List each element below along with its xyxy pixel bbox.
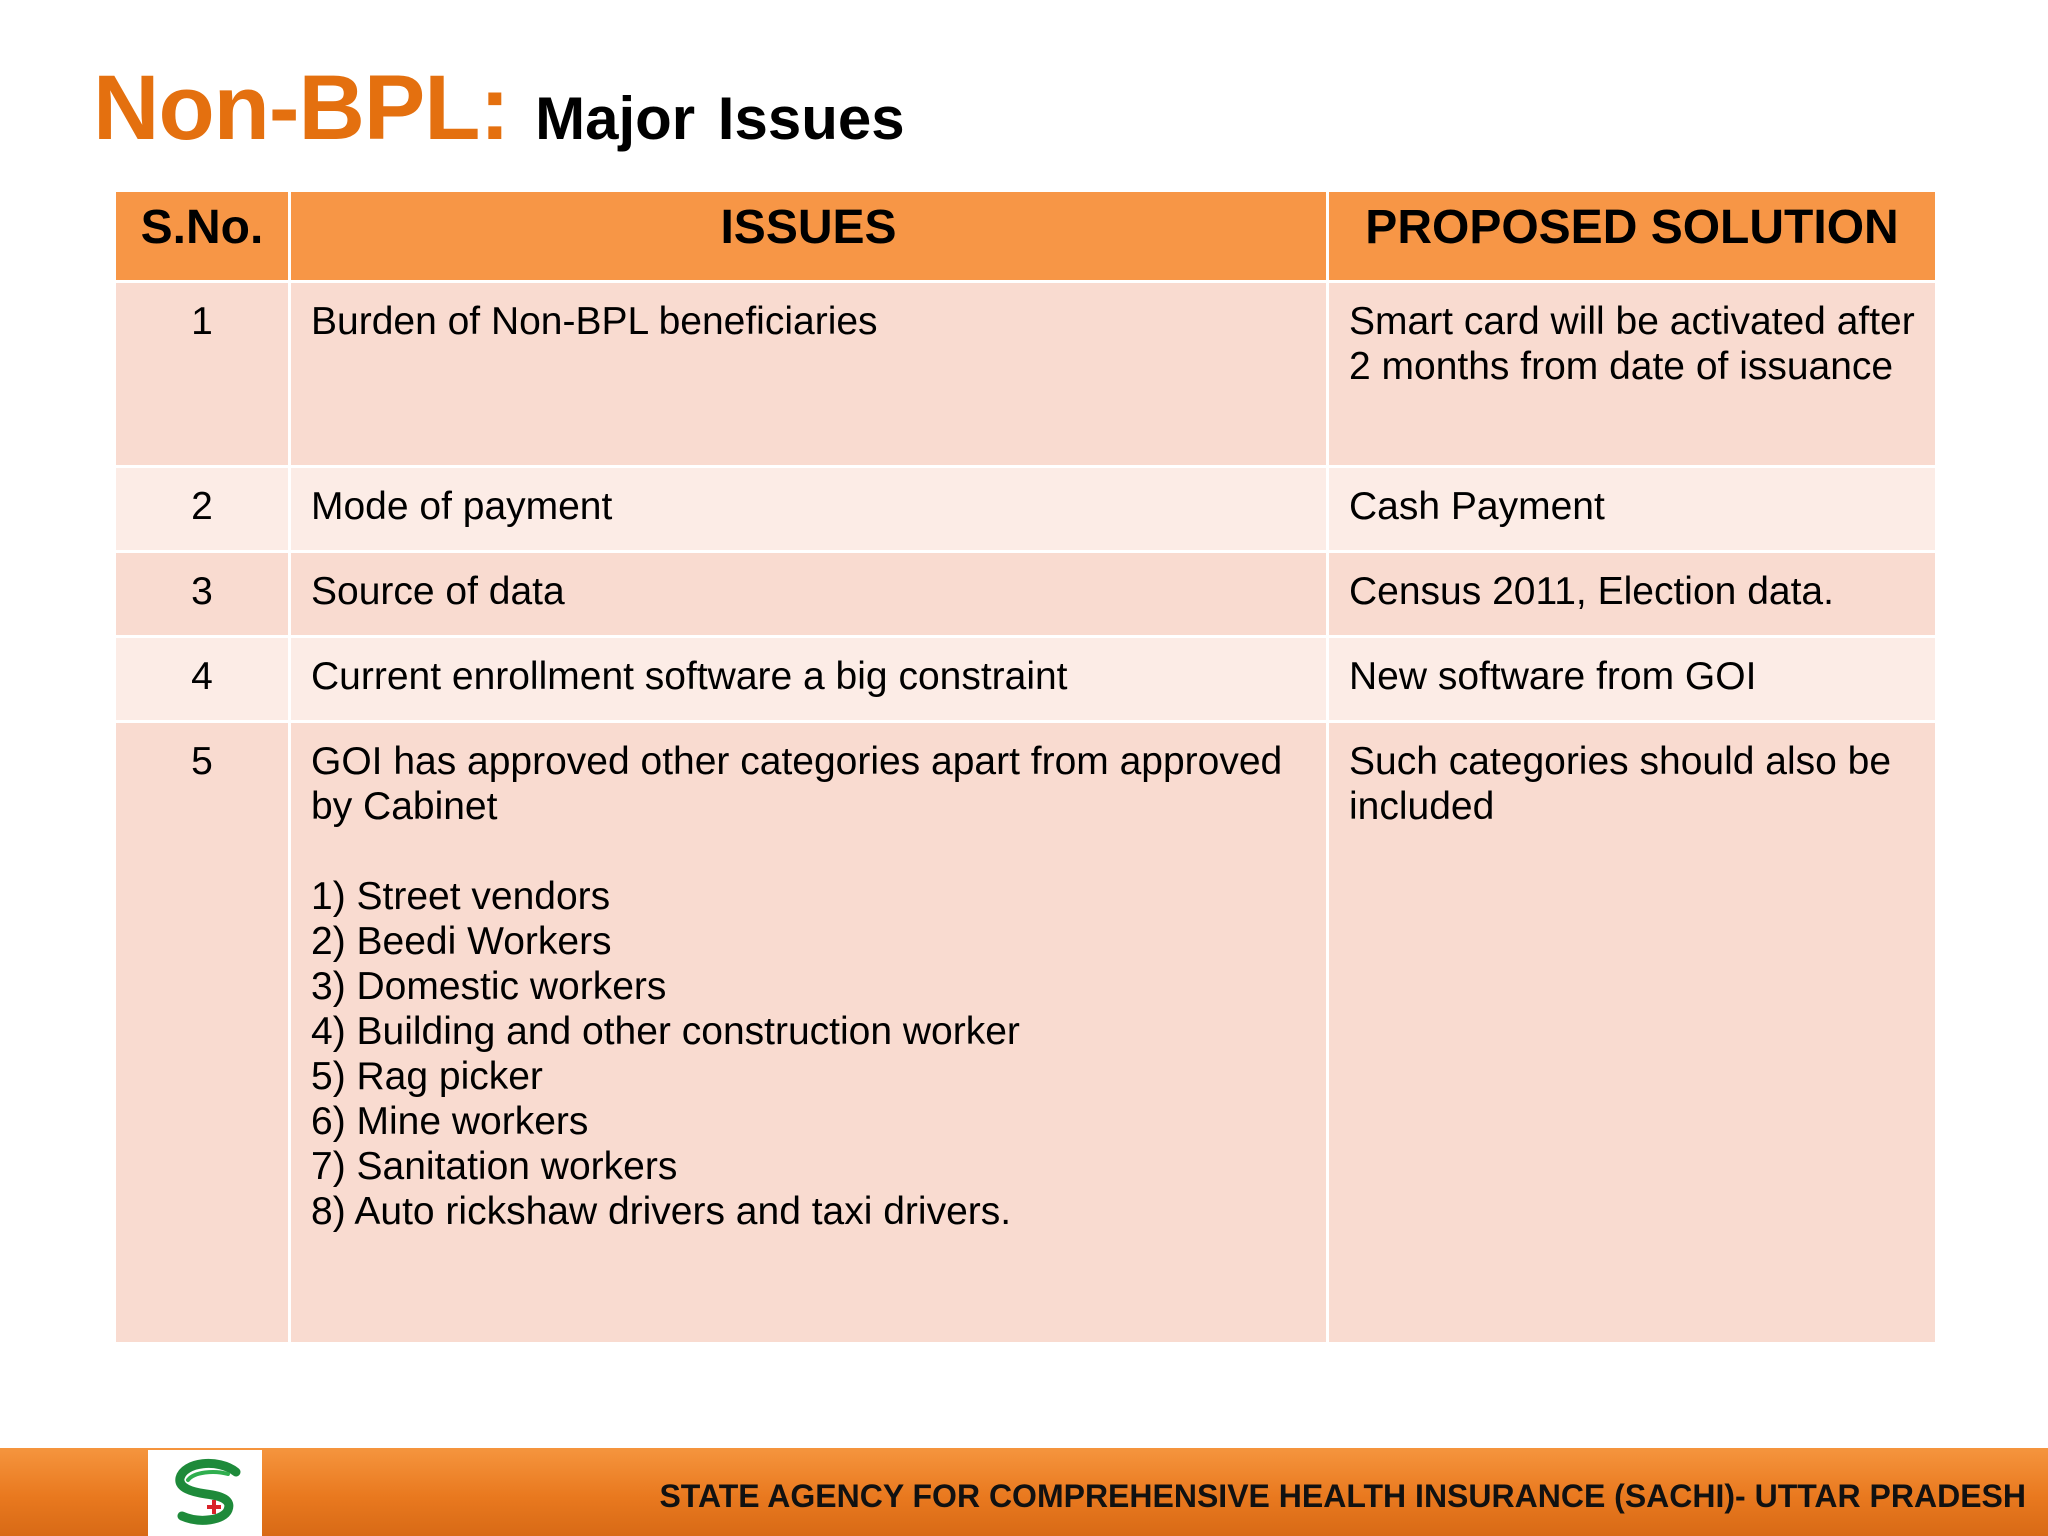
sachi-logo-icon-graphic xyxy=(148,1450,262,1536)
row-solution: New software from GOI xyxy=(1328,637,1937,722)
category-list xyxy=(311,874,1306,1234)
table-row xyxy=(115,552,1937,637)
row-issue: Current enrollment software a big constraint xyxy=(290,637,1328,722)
row-issue: Burden of Non-BPL beneficiaries xyxy=(290,282,1328,467)
header-sno: S.No. xyxy=(115,191,290,282)
title-accent: Non-BPL: xyxy=(93,57,510,159)
sachi-logo-icon xyxy=(148,1450,262,1536)
row-sno: 2 xyxy=(115,467,290,552)
table-row xyxy=(115,282,1937,467)
table-row xyxy=(115,637,1937,722)
list-item: 2) Beedi Workers xyxy=(311,920,612,963)
list-item: 5) Rag picker xyxy=(311,1055,543,1098)
list-item: 6) Mine workers xyxy=(311,1100,589,1143)
row-issue: GOI has approved other categories apart from approved by Cabinet xyxy=(311,740,1283,828)
header-issues: ISSUES xyxy=(290,191,1328,282)
title-rest: Major Issues xyxy=(535,85,905,152)
row-issue-cell xyxy=(290,722,1328,1344)
list-item: 4) Building and other construction worker xyxy=(311,1010,1020,1053)
row-solution: Cash Payment xyxy=(1328,467,1937,552)
spacer xyxy=(311,829,1306,874)
row-solution: Smart card will be activated after 2 months from date of issuance xyxy=(1328,282,1937,467)
slide-title xyxy=(93,57,905,159)
footer-agency-text: STATE AGENCY FOR COMPREHENSIVE HEALTH INSURANCE (SACHI)- UTTAR PRADESH xyxy=(659,1478,2026,1514)
row-issue: Mode of payment xyxy=(290,467,1328,552)
list-item: 1) Street vendors xyxy=(311,875,611,918)
row-sno: 3 xyxy=(115,552,290,637)
row-sno: 1 xyxy=(115,282,290,467)
table-row xyxy=(115,722,1937,1344)
list-item: 7) Sanitation workers xyxy=(311,1145,678,1188)
table-row xyxy=(115,467,1937,552)
list-item: 8) Auto rickshaw drivers and taxi drivers. xyxy=(311,1190,1012,1233)
row-sno: 4 xyxy=(115,637,290,722)
header-solution: PROPOSED SOLUTION xyxy=(1328,191,1937,282)
issues-table xyxy=(113,189,1938,1345)
row-sno: 5 xyxy=(115,722,290,1344)
row-solution: Such categories should also be included xyxy=(1328,722,1937,1344)
list-item: 3) Domestic workers xyxy=(311,965,667,1008)
row-issue: Source of data xyxy=(290,552,1328,637)
table-header-row xyxy=(115,191,1937,282)
row-solution: Census 2011, Election data. xyxy=(1328,552,1937,637)
